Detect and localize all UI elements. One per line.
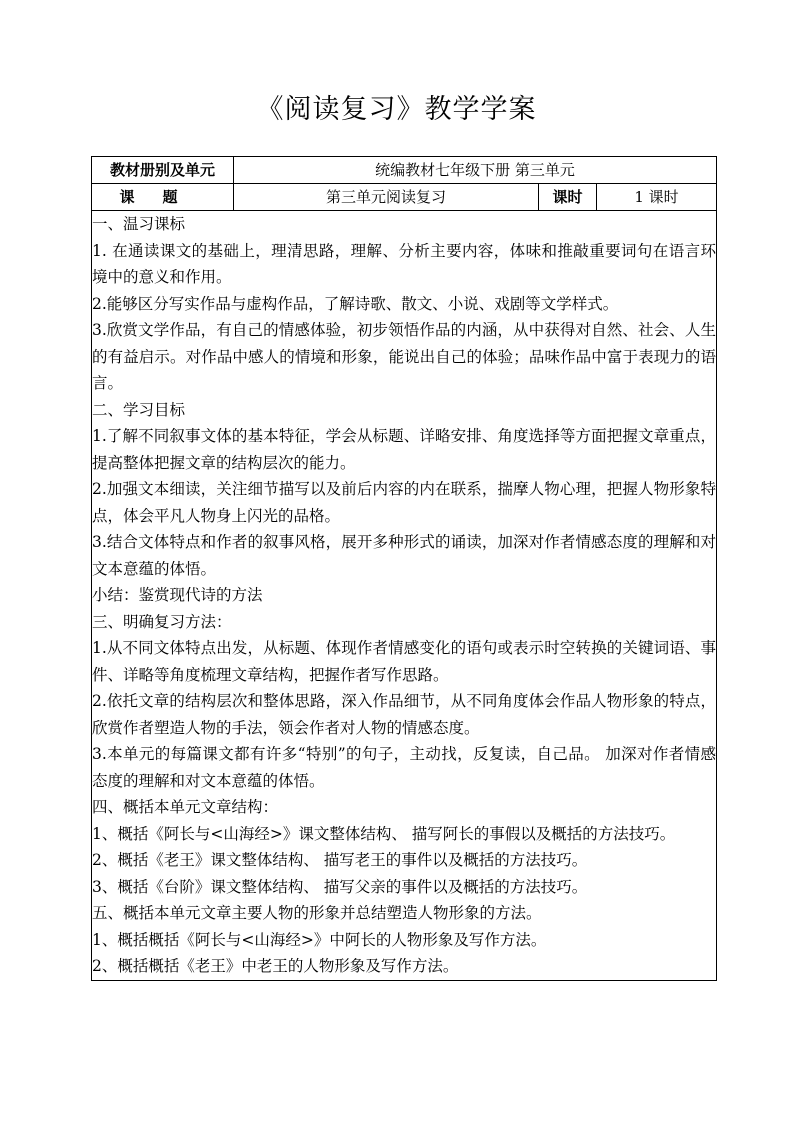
characters-item-2: 2、概括概括《老王》中老王的人物形象及写作方法。 xyxy=(92,957,459,975)
methods-item-1: 1.从不同文体特点出发，从标题、体现作者情感变化的语句或表示时空转换的关键词语、事件、详略等角度梳理文章结构，把握作者写作思路。 xyxy=(92,639,717,684)
section-heading-structure: 四、概括本单元文章结构： xyxy=(92,798,279,816)
materials-label: 教材册别及单元 xyxy=(92,157,234,184)
content-row xyxy=(92,211,717,981)
summary-line: 小结：鉴赏现代诗的方法 xyxy=(92,586,263,604)
standards-item-1: 1. 在通读课文的基础上，理清思路，理解、分析主要内容，体味和推敲重要词句在语言环境中的意义和作用。 xyxy=(92,241,717,286)
goals-item-3: 3.结合文体特点和作者的叙事风格，展开多种形式的诵读，加深对作者情感态度的理解和对文本意蕴的体悟。 xyxy=(92,533,717,578)
materials-value: 统编教材七年级下册 第三单元 xyxy=(234,157,717,184)
methods-item-3: 3.本单元的每篇课文都有许多“特别”的句子，主动找，反复读，自己品。 加深对作者情感态度的理解和对文本意蕴的体悟。 xyxy=(92,745,717,790)
period-value: 1 课时 xyxy=(597,184,717,211)
materials-row xyxy=(92,157,717,184)
structure-item-3: 3、概括《台阶》课文整体结构、 描写父亲的事件以及概括的方法技巧。 xyxy=(92,877,588,896)
goals-item-1: 1.了解不同叙事文体的基本特征，学会从标题、详略安排、角度选择等方面把握文章重点，提高整体把握文章的结构层次的能力。 xyxy=(92,427,717,472)
standards-item-3: 3.欣赏文学作品，有自己的情感体验，初步领悟作品的内涵，从中获得对自然、社会、人生的有益启示。对作品中感人的情境和形象，能说出自己的体验；品味作品中富于表现力的语言。 xyxy=(92,321,717,392)
characters-item-1: 1、概括概括《阿长与<山海经>》中阿长的人物形象及写作方法。 xyxy=(92,930,547,949)
section-heading-goals: 二、学习目标 xyxy=(92,400,186,419)
topic-value: 第三单元阅读复习 xyxy=(234,184,539,211)
period-label: 课时 xyxy=(539,184,597,211)
goals-item-2: 2.加强文本细读，关注细节描写以及前后内容的内在联系，揣摩人物心理，把握人物形象特点，体会平凡人物身上闪光的品格。 xyxy=(92,480,717,525)
standards-item-2: 2.能够区分写实作品与虚构作品，了解诗歌、散文、小说、戏剧等文学样式。 xyxy=(92,294,619,313)
section-heading-standards: 一、温习课标 xyxy=(92,215,186,233)
lesson-plan-table xyxy=(91,156,717,981)
section-heading-methods: 三、明确复习方法： xyxy=(92,612,232,631)
content-cell xyxy=(92,211,717,981)
structure-item-1: 1、概括《阿长与<山海经>》课文整体结构、 描写阿长的事假以及概括的方法技巧。 xyxy=(92,824,676,843)
structure-item-2: 2、概括《老王》课文整体结构、 描写老王的事件以及概括的方法技巧。 xyxy=(92,851,588,869)
topic-row xyxy=(92,184,717,211)
page-title: 《阅读复习》教学学案 xyxy=(256,94,537,125)
topic-label: 课题 xyxy=(92,184,234,211)
section-heading-characters: 五、概括本单元文章主要人物的形象并总结塑造人物形象的方法。 xyxy=(92,904,542,922)
methods-item-2: 2.依托文章的结构层次和整体思路，深入作品细节，从不同角度体会作品人物形象的特点，欣赏作者塑造人物的手法，领会作者对人物的情感态度。 xyxy=(92,692,717,737)
